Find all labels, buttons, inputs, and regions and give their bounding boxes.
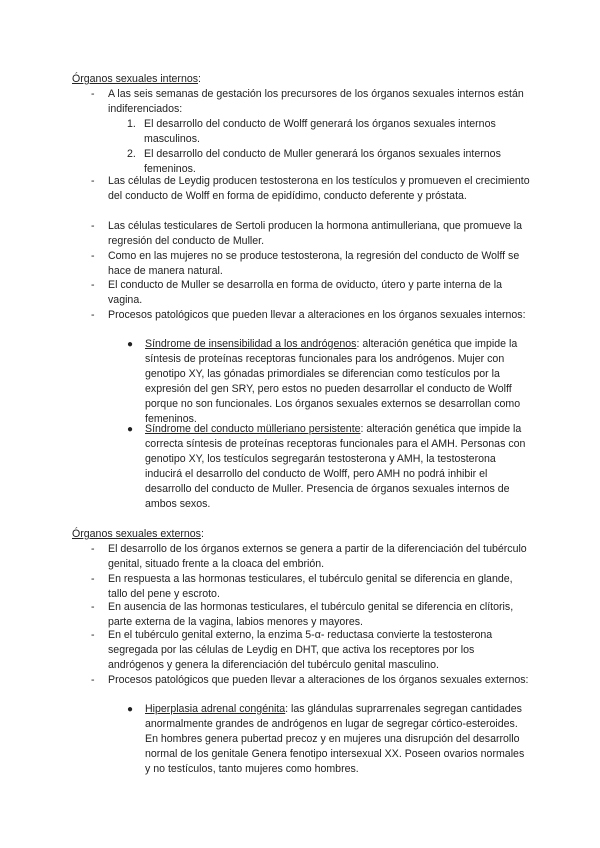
list-item-text: Procesos patológicos que pueden llevar a alteraciones en los órganos sexuales internos: — [108, 309, 526, 321]
pathology-term: Síndrome del conducto mülleriano persistente — [145, 423, 361, 435]
pathology-item: ● Hiperplasia adrenal congénita: las glándulas suprarrenales segregan cantidades anormalmente grandes de andrógenos en lugar de segregar córtico-esteroides. En hombres genera pubertad precoz y en mujeres una disrupción del desarrollo normal de los genitale Genera fenotipo intersexual XX. Poseen ovarios normales y no testículos, tanto mujeres como hombres. — [127, 702, 527, 777]
numbered-item-text: El desarrollo del conducto de Wolff generará los órganos sexuales internos masculinos. — [144, 118, 496, 146]
list-item: - Procesos patológicos que pueden llevar a alteraciones de los órganos sexuales externos: — [91, 673, 531, 688]
list-item: - El desarrollo de los órganos externos se genera a partir de la diferenciación del tubérculo genital, situado frente a la cloaca del embrión. — [91, 542, 531, 572]
list-item-text: El desarrollo de los órganos externos se genera a partir de la diferenciación del tubérculo genital, situado frente a la cloaca del embrión. — [108, 543, 527, 571]
list-item: - Las células testiculares de Sertoli producen la hormona antimulleriana, que promueve la regresión del conducto de Muller. — [91, 219, 531, 249]
list-item-text: Procesos patológicos que pueden llevar a alteraciones de los órganos sexuales externos: — [108, 674, 529, 686]
list-item-text: Las células testiculares de Sertoli producen la hormona antimulleriana, que promueve la regresión del conducto de Muller. — [108, 220, 522, 248]
pathology-term: Hiperplasia adrenal congénita — [145, 703, 286, 715]
list-item-text: En respuesta a las hormonas testiculares, el tubérculo genital se diferencia en glande, tallo del pene y escroto. — [108, 573, 513, 601]
numbered-item-text: El desarrollo del conducto de Muller generará los órganos sexuales internos femeninos. — [144, 148, 501, 176]
list-item: - Procesos patológicos que pueden llevar a alteraciones en los órganos sexuales internos: — [91, 308, 531, 323]
list-item: - En respuesta a las hormonas testiculares, el tubérculo genital se diferencia en glande, tallo del pene y escroto. — [91, 572, 531, 602]
list-item: - El conducto de Muller se desarrolla en forma de oviducto, útero y parte interna de la vagina. — [91, 278, 531, 308]
list-item: - A las seis semanas de gestación los precursores de los órganos sexuales internos están indiferenciados: — [91, 87, 531, 117]
list-item: - Como en las mujeres no se produce testosterona, la regresión del conducto de Wolff se hace de manera natural. — [91, 249, 531, 279]
numbered-item: 2. El desarrollo del conducto de Muller generará los órganos sexuales internos femeninos. — [127, 147, 531, 177]
list-item-text: En ausencia de las hormonas testiculares, el tubérculo genital se diferencia en clítoris, parte externa de la vagina, labios menores y mayores. — [108, 601, 514, 629]
section-heading-externos: Órganos sexuales externos: — [72, 528, 204, 540]
list-item: - Las células de Leydig producen testosterona en los testículos y promueven el crecimiento del conducto de Wolff en forma de epidídimo, conducto deferente y próstata. — [91, 174, 531, 204]
numbered-item: 1. El desarrollo del conducto de Wolff generará los órganos sexuales internos masculinos. — [127, 117, 531, 147]
list-item: - En el tubérculo genital externo, la enzima 5-α- reductasa convierte la testosterona segregada por las células de Leydig en DHT, que activa los receptores por los andrógenos y genera la diferenciación del tubérculo genital masculino. — [91, 628, 531, 673]
section-heading-internos: Órganos sexuales internos: — [72, 73, 201, 85]
pathology-text: Síndrome de insensibilidad a los andrógenos: alteración genética que impide la síntesis de proteínas receptoras funcionales para los andrógenos. Mujer con genotipo XY, las gónadas primordiales se diferencian como testículos por la expresión del gen SRY, pero estos no pueden desarrollar el conducto de Wolff porque no son funcionales. Los órganos sexuales externos se desarrollan como femeninos. — [145, 338, 521, 426]
pathology-text: Hiperplasia adrenal congénita: las glándulas suprarrenales segregan cantidades anormalmente grandes de andrógenos en lugar de segregar córtico-esteroides. En hombres genera pubertad precoz y en mujeres una disrupción del desarrollo normal de los genitale Genera fenotipo intersexual XX. Poseen ovarios normales y no testículos, tanto mujeres como hombres. — [145, 703, 525, 776]
list-item-text: En el tubérculo genital externo, la enzima 5-α- reductasa convierte la testosterona segregada por las células de Leydig en DHT, que activa los receptores por los andrógenos y genera la diferenciación del tubérculo genital masculino. — [108, 629, 493, 672]
pathology-text: Síndrome del conducto mülleriano persistente: alteración genética que impide la correcta síntesis de proteínas receptoras funcionales para el AMH. Personas con genotipo XY, los testículos segregarán testosterona y AMH, la testosterona inducirá el desarrollo del conducto de Wolff, pero AMH no podrá inhibir el desarrollo del conducto de Muller. Presencia de órganos sexuales internos de ambos sexos. — [145, 423, 526, 511]
list-item-text: El conducto de Muller se desarrolla en forma de oviducto, útero y parte interna de la vagina. — [108, 279, 502, 307]
list-item-text: Como en las mujeres no se produce testosterona, la regresión del conducto de Wolff se hace de manera natural. — [108, 250, 520, 278]
list-item-text: Las células de Leydig producen testosterona en los testículos y promueven el crecimiento del conducto de Wolff en forma de epidídimo, conducto deferente y próstata. — [108, 175, 530, 203]
pathology-item: ● Síndrome de insensibilidad a los andrógenos: alteración genética que impide la síntesis de proteínas receptoras funcionales para los andrógenos. Mujer con genotipo XY, las gónadas primordiales se diferencian como testículos por la expresión del gen SRY, pero estos no pueden desarrollar el conducto de Wolff porque no son funcionales. Los órganos sexuales externos se desarrollan como femeninos. — [127, 337, 527, 428]
pathology-item: ● Síndrome del conducto mülleriano persistente: alteración genética que impide la correcta síntesis de proteínas receptoras funcionales para el AMH. Personas con genotipo XY, los testículos segregarán testosterona y AMH, la testosterona inducirá el desarrollo del conducto de Wolff, pero AMH no podrá inhibir el desarrollo del conducto de Muller. Presencia de órganos sexuales internos de ambos sexos. — [127, 422, 527, 513]
list-item-text: A las seis semanas de gestación los precursores de los órganos sexuales internos están indiferenciados: — [108, 88, 524, 116]
pathology-term: Síndrome de insensibilidad a los andrógenos — [145, 338, 357, 350]
list-item: - En ausencia de las hormonas testiculares, el tubérculo genital se diferencia en clítoris, parte externa de la vagina, labios menores y mayores. — [91, 600, 531, 630]
